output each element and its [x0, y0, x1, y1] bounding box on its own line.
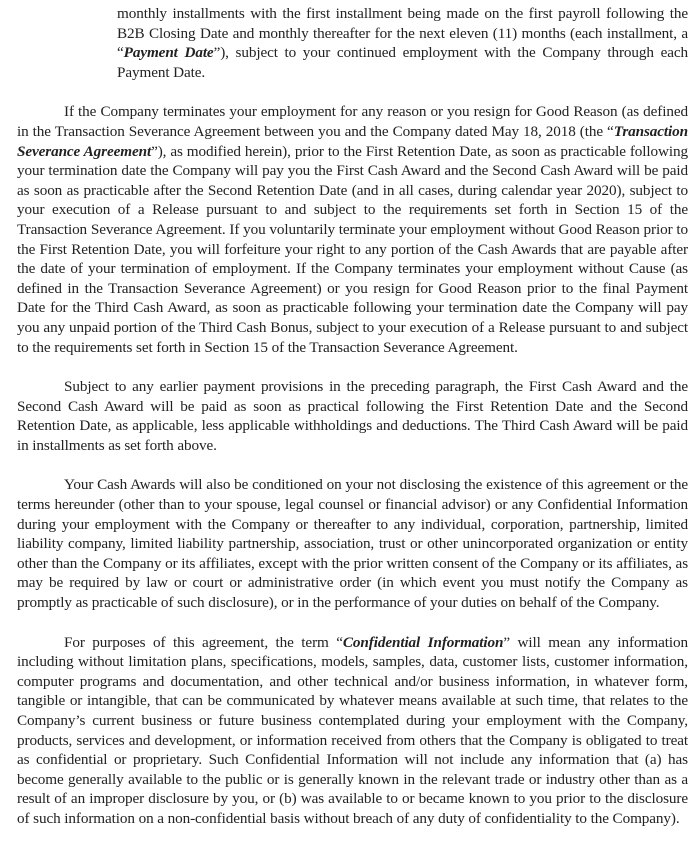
- paragraph-text: ” will mean any information including without limitation plans, specifications, models, samples, data, customer lists, customer information, computer programs and documentation, and other technical and/or business information, in whatever form, tangible or intangible, that can be communicated by whatever means available at such time, that relates to the Company’s current business or future business contemplated during your employment with the Company, products, services and development, or information received from others that the Company is obligated to treat as confidential or proprietary. Such Confidential Information will not include any information that (a) has become generally available to the public or is generally known in the relevant trade or industry other than as a result of an improper disclosure by you, or (b) was available to or became known to you prior to the disclosure of such information on a non-confidential basis without breach of any duty of confidentiality to the Company).: [17, 633, 688, 827]
- defined-term-transaction-severance-agreement: Transaction Severance Agreement: [17, 122, 688, 160]
- paragraph-text: monthly installments with the first installment being made on the first payroll following the B2B Closing Date and monthly thereafter for the next eleven (11) months (each installment, a “: [117, 5, 688, 62]
- paragraph-nondisclosure: Your Cash Awards will also be conditioned on your not disclosing the existence of this agreement or the terms hereunder (other than to your spouse, legal counsel or financial advisor) or any Confidential Information during your employment with the Company or thereafter to any individual, corporation, partnership, limited liability company, limited liability partnership, association, trust or other unincorporated organization or entity other than the Company or its affiliates, except with the prior written consent of the Company or its affiliates, as may be required by law or court or administrative order (in which event you must notify the Company as promptly as practicable of such disclosure), or in the performance of your duties on behalf of the Company.: [17, 476, 688, 612]
- paragraph-text: ”), as modified herein), prior to the First Retention Date, as soon as practicable following your termination date the Company will pay you the First Cash Award and the Second Cash Award will be paid as soon as practicable after the Second Retention Date (and in all cases, during calendar year 2020), subject to your execution of a Release pursuant to and subject to the requirements set forth in Section 15 of the Transaction Severance Agreement. If you voluntarily terminate your employment without Good Reason prior to the First Retention Date, you will forfeiture your right to any portion of the Cash Awards that are payable after the date of your termination of employment. If the Company terminates your employment without Cause (as defined in the Transaction Severance Agreement) or you resign for Good Reason prior to the final Payment Date for the Third Cash Award, as soon as practicable following your termination date the Company will pay you any unpaid portion of the Third Cash Bonus, subject to your execution of a Release pursuant to and subject to the requirements set forth in Section 15 of the Transaction Severance Agreement.: [17, 142, 688, 356]
- paragraph-termination: [17, 102, 688, 357]
- paragraph-payment-date: [17, 4, 688, 82]
- defined-term-confidential-information: Confidential Information: [342, 633, 504, 651]
- paragraph-text: For purposes of this agreement, the term “: [64, 633, 343, 651]
- paragraph-text: ”), subject to your continued employment with the Company through each Payment Date.: [117, 44, 688, 81]
- paragraph-text: If the Company terminates your employment for any reason or you resign for Good Reason (as defined in the Transaction Severance Agreement between you and the Company dated May 18, 2018 (the “: [17, 103, 688, 140]
- paragraph-confidential-information: [17, 633, 688, 829]
- paragraph-payment-provisions: Subject to any earlier payment provisions in the preceding paragraph, the First Cash Award and the Second Cash Award will be paid as soon as practical following the First Retention Date and the Second Retention Date, as applicable, less applicable withholdings and deductions. The Third Cash Award will be paid in installments as set forth above.: [17, 378, 688, 454]
- defined-term-payment-date: Payment Date: [123, 44, 214, 62]
